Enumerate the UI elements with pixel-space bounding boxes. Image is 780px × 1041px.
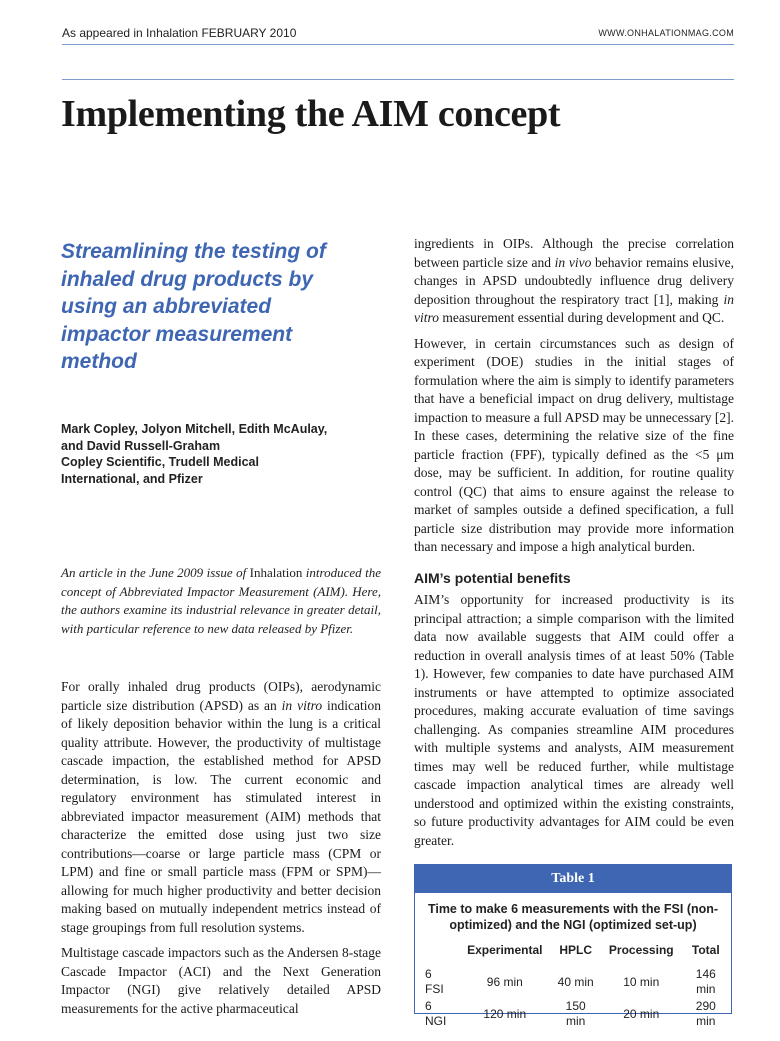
- body-text: ingredients in OIPs. Although the precise correlation between particle size and: [414, 236, 734, 270]
- body-paragraph: Multistage cascade impactors such as the Andersen 8-stage Cascade Impactor (ACI) and the Next Generation Impactor (NGI) give relatively detailed APSD measurements for the active pharmaceutical: [61, 945, 381, 1016]
- body-text: indication of likely deposition behavior within the lung is a critical quality attribute. However, the productivity of multistage cascade impaction, the established method for APSD determination, is low. The current economic and regulatory environment has stimulated interest in abbreviated impactor measurement (AIM) methods that characterize the emitted dose using just two size contributions—coarse or large particle mass (CPM or LPM) and fine or small particle mass (FPM or SPM)—allowing for much higher productivity and better decision making based on mutually independent metrics instead of stage groupings from full resolution systems.: [61, 697, 381, 935]
- body-text: measurement essential during development and QC.: [439, 310, 725, 325]
- table-header-cell: Total: [691, 943, 720, 957]
- author-line: and David Russell-Graham: [61, 438, 221, 453]
- section-heading: AIM’s potential benefits: [414, 569, 571, 586]
- table-header-cell: Processing: [608, 943, 674, 957]
- header-prefix: As appeared in Inhalation: [62, 26, 202, 40]
- table-header-cell: [423, 943, 460, 966]
- author-line: Copley Scientific, Trudell Medical: [61, 455, 259, 469]
- running-header-url: WWW.ONHALATIONMAG.COM: [598, 28, 734, 38]
- table-cell: 146 min: [695, 967, 716, 996]
- body-paragraph: However, in certain circumstances such as design of experiment (DOE) studies in the initial stages of formulation where the aim is simply to identify parameters that have a beneficial impact on drug delivery, multistage impaction to measure a full APSD may be unnecessary [2]. In these cases, determining the relative size of the fine particle fraction (FPF), typically defined as the <5 μm dose, may be sufficient. In addition, for routine quality control (QC) that aims to ensure against the release to market of samples outside a defined specification, a full particle size distribution may provide more information than necessary and impose a high analytical burden.: [414, 335, 734, 554]
- title-rule: [62, 79, 734, 80]
- table-cell: 6 NGI: [425, 999, 447, 1028]
- standfirst-text: An article in the June 2009 issue of: [61, 565, 250, 580]
- table-header-row: [423, 943, 731, 966]
- table-cell: 290 min: [695, 999, 716, 1028]
- article-subtitle: Streamlining the testing of inhaled drug products by using an abbreviated impactor measurement method: [61, 240, 326, 373]
- running-header-left: [62, 26, 296, 40]
- table-caption: Time to make 6 measurements with the FSI (non-optimized) and the NGI (optimized set-up): [427, 902, 719, 932]
- data-table: [423, 943, 731, 1030]
- table-title: Table 1: [415, 865, 731, 893]
- article-standfirst: [61, 564, 381, 638]
- table-cell: 150 min: [565, 999, 586, 1028]
- body-emphasis: in vitro: [281, 697, 323, 713]
- table-cell: 6 FSI: [425, 967, 444, 996]
- table-cell: 40 min: [557, 974, 594, 989]
- left-column-body: [61, 678, 381, 1025]
- magazine-name: Inhalation: [249, 565, 303, 580]
- author-line: International, and Pfizer: [61, 471, 203, 486]
- body-emphasis: in vitro: [414, 291, 734, 325]
- article-title: Implementing the AIM concept: [61, 93, 561, 135]
- table-cell: 20 min: [623, 1006, 660, 1021]
- body-paragraph: AIM’s opportunity for increased productivity is its principal attraction; a simple comparison with the limited data now available suggests that AIM could offer a reduction in overall analysis times of at least 50% (Table 1). However, few companies to date have purchased AIM instruments or have attempted to optimize associated procedures, making accurate evaluation of time savings challenging. As companies streamline AIM procedures with multiple systems and analysts, AIM measurement times may well be reduced further, while multistage cascade impaction analytical times are already well understood and optimized within the existing constraints, so future productivity advantages for AIM could be even greater.: [414, 592, 734, 848]
- body-paragraph: [61, 678, 381, 937]
- right-column-body: [414, 235, 734, 857]
- author-block: [61, 421, 371, 487]
- table-cell: 96 min: [486, 974, 523, 989]
- header-rule: [62, 44, 734, 45]
- body-emphasis: in vivo: [554, 254, 592, 270]
- table-row: [423, 998, 731, 1030]
- table-header-cell: HPLC: [559, 943, 593, 957]
- body-paragraph: [414, 235, 734, 328]
- author-line: Mark Copley, Jolyon Mitchell, Edith McAulay,: [61, 422, 328, 436]
- table-cell: 10 min: [623, 974, 660, 989]
- table-row: [423, 966, 731, 998]
- table-header-cell: Experimental: [467, 943, 543, 957]
- body-text: behavior remains elusive, changes in APSD undoubtedly influence drug delivery deposition throughout the respiratory tract [1], making: [414, 254, 734, 307]
- header-date: FEBRUARY 2010: [201, 26, 297, 40]
- body-text: For orally inhaled drug products (OIPs), aerodynamic particle size distribution (APSD) as an: [61, 679, 381, 713]
- standfirst-text: introduced the concept of Abbreviated Impactor Measurement (AIM). Here, the authors examine its industrial relevance in greater detail, with particular reference to new data released by Pfizer.: [61, 565, 381, 636]
- table-1: [414, 864, 732, 1028]
- table-cell: 120 min: [483, 1006, 527, 1021]
